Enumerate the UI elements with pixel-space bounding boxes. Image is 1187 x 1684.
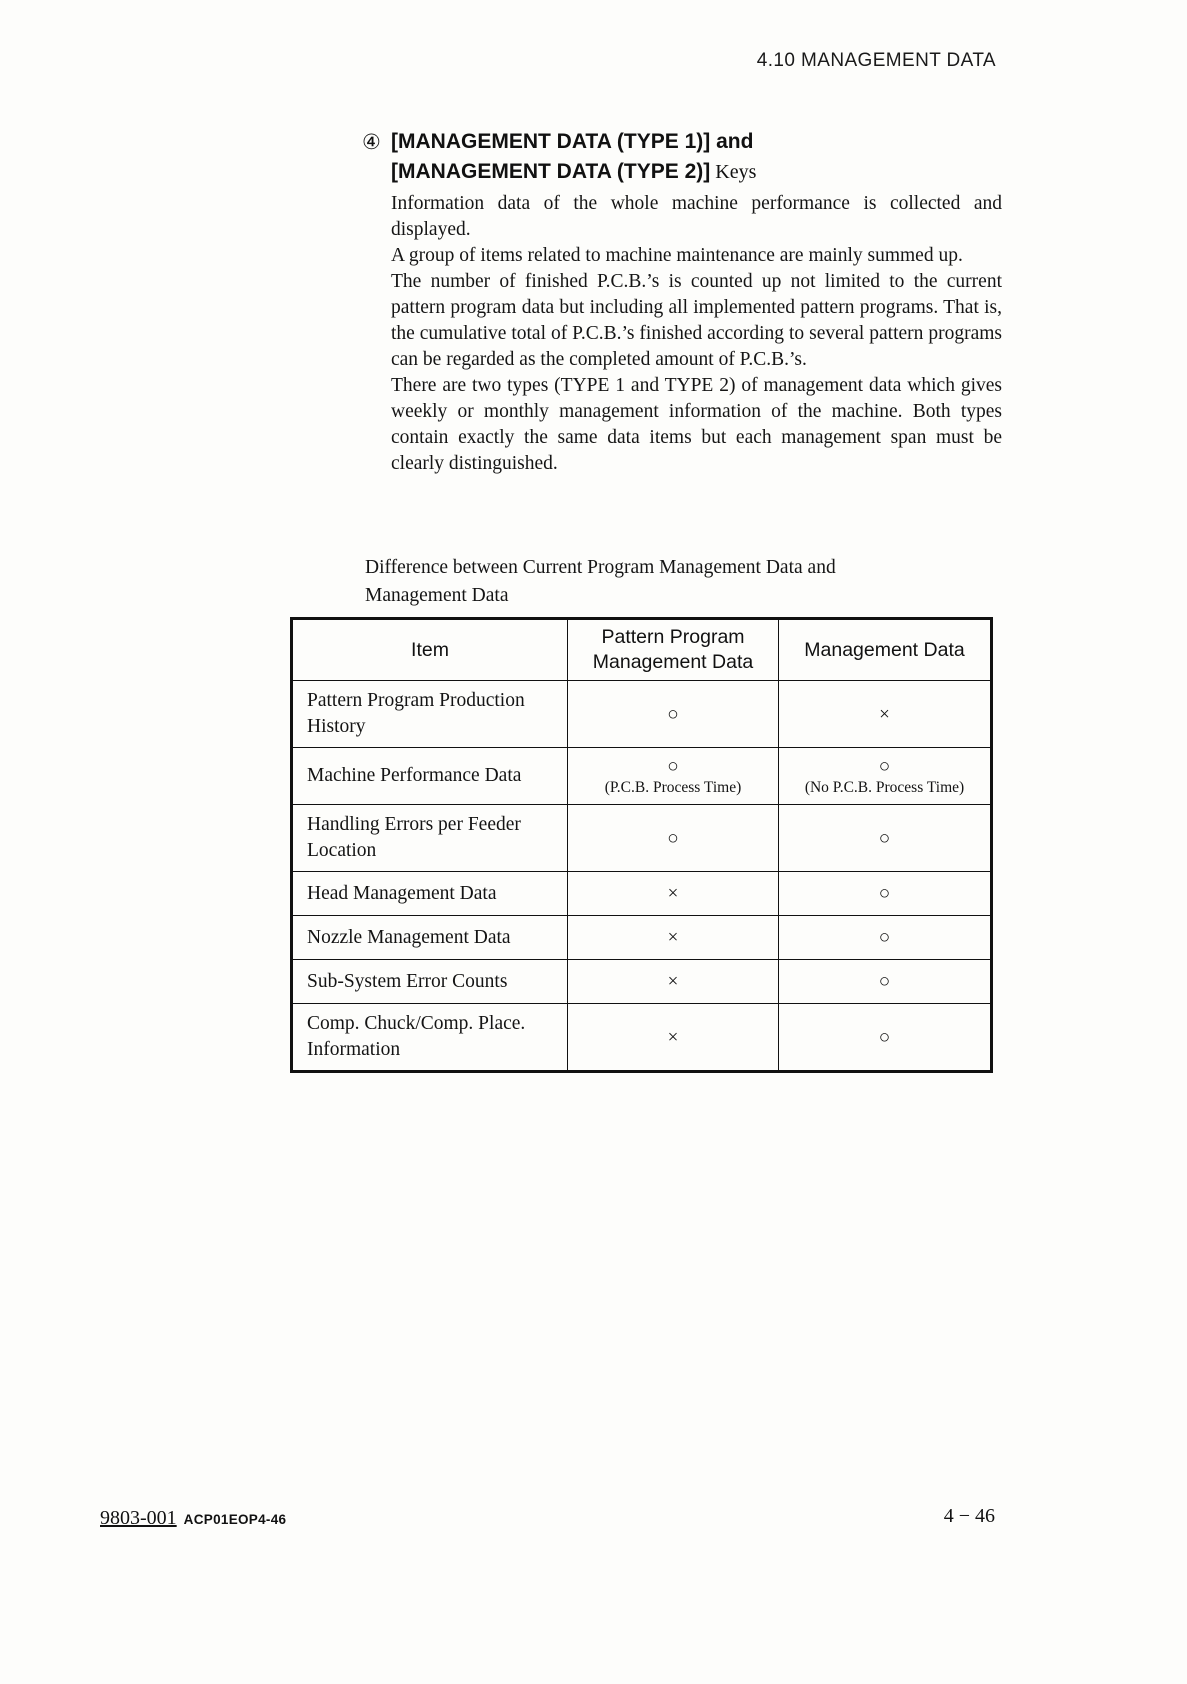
- circle-mark-cell: [779, 1004, 992, 1072]
- col-header-item: Item: [292, 619, 568, 681]
- circle-mark-cell: [779, 805, 992, 872]
- document-number: 9803-001: [100, 1507, 177, 1529]
- circle-mark-cell: [779, 748, 992, 805]
- circle-mark: ○: [878, 827, 891, 849]
- circled-number: ④: [362, 130, 381, 154]
- cross-mark-cell: [779, 681, 992, 748]
- heading-line1: [MANAGEMENT DATA (TYPE 1)] and: [391, 130, 754, 153]
- page-number: [944, 1505, 995, 1528]
- table-caption: [365, 554, 836, 610]
- table-row: [292, 681, 992, 748]
- table-row: [292, 872, 992, 916]
- circle-mark: ○: [878, 756, 891, 777]
- row-item-label: Comp. Chuck/Comp. Place. Information: [292, 1004, 568, 1072]
- circle-mark: ○: [667, 756, 679, 777]
- page-number-text: 4 − 46: [943, 1505, 995, 1527]
- cross-mark: ×: [667, 927, 679, 948]
- paragraph: There are two types (TYPE 1 and TYPE 2) of management data which gives weekly or monthly management information of the machine. Both types contain exactly the same data items but each management span must be clearly distinguished.: [391, 375, 1002, 474]
- section-heading: [362, 127, 1004, 187]
- table-header-row: [292, 619, 992, 681]
- row-item-label: Pattern Program Production History: [292, 681, 568, 748]
- circle-mark-cell: [568, 805, 779, 872]
- paragraph: The number of finished P.C.B.’s is counted up not limited to the current pattern program data but including all implemented pattern programs. That is, the cumulative total of P.C.B.’s finished according to several pattern programs can be regarded as the completed amount of P.C.B.’s.: [391, 271, 1002, 370]
- cross-mark: ×: [667, 1026, 679, 1048]
- section-title: 4.10 MANAGEMENT DATA: [756, 50, 996, 71]
- circle-mark: ○: [667, 703, 679, 725]
- cross-mark-cell: [568, 916, 779, 960]
- heading-line2-key: [MANAGEMENT DATA (TYPE 2)]: [391, 160, 711, 183]
- circle-mark-cell: [779, 916, 992, 960]
- table-body: [292, 681, 992, 1072]
- circle-mark-cell: [568, 748, 779, 805]
- row-item-label: Handling Errors per Feeder Location: [292, 805, 568, 872]
- row-item-label: Machine Performance Data: [292, 748, 568, 805]
- table-row: [292, 960, 992, 1004]
- circle-mark: ○: [878, 927, 891, 948]
- page-header: [757, 50, 996, 72]
- heading-text: [391, 127, 1004, 187]
- table-caption-line1: Difference between Current Program Management Data and: [365, 557, 836, 578]
- cross-mark-cell: [568, 1004, 779, 1072]
- circle-mark: ○: [667, 827, 679, 849]
- col-header-management-data: Management Data: [779, 619, 992, 681]
- cross-mark-cell: [568, 960, 779, 1004]
- circle-mark: ○: [878, 971, 891, 992]
- cross-mark: ×: [667, 971, 679, 992]
- cross-mark-cell: [568, 872, 779, 916]
- document-code: ACP01EOP4-46: [183, 1512, 287, 1527]
- table-row: [292, 805, 992, 872]
- circle-mark-cell: [568, 681, 779, 748]
- col-header-pattern-program-management-data: Pattern Program Management Data: [568, 619, 779, 681]
- cross-mark: ×: [667, 883, 679, 904]
- paragraph: Information data of the whole machine performance is collected and displayed.: [391, 193, 1002, 240]
- heading-line2-suffix: Keys: [710, 161, 757, 183]
- table-row: [292, 748, 992, 805]
- section-management-data: [362, 127, 1004, 477]
- footer-left: [100, 1507, 286, 1530]
- mark-note: (No P.C.B. Process Time): [804, 779, 965, 796]
- row-item-label: Nozzle Management Data: [292, 916, 568, 960]
- cross-mark: ×: [879, 703, 890, 725]
- circle-mark: ○: [878, 883, 891, 904]
- table-row: [292, 1004, 992, 1072]
- circle-mark-cell: [779, 960, 992, 1004]
- table-caption-line2: Management Data: [365, 585, 509, 606]
- circle-mark-cell: [779, 872, 992, 916]
- body-text: [391, 191, 1002, 477]
- paragraph: A group of items related to machine maintenance are mainly summed up.: [391, 245, 963, 266]
- table-row: [292, 916, 992, 960]
- row-item-label: Sub-System Error Counts: [292, 960, 568, 1004]
- mark-note: (P.C.B. Process Time): [604, 779, 742, 796]
- comparison-table: [290, 617, 993, 1073]
- row-item-label: Head Management Data: [292, 872, 568, 916]
- circle-mark: ○: [878, 1026, 891, 1048]
